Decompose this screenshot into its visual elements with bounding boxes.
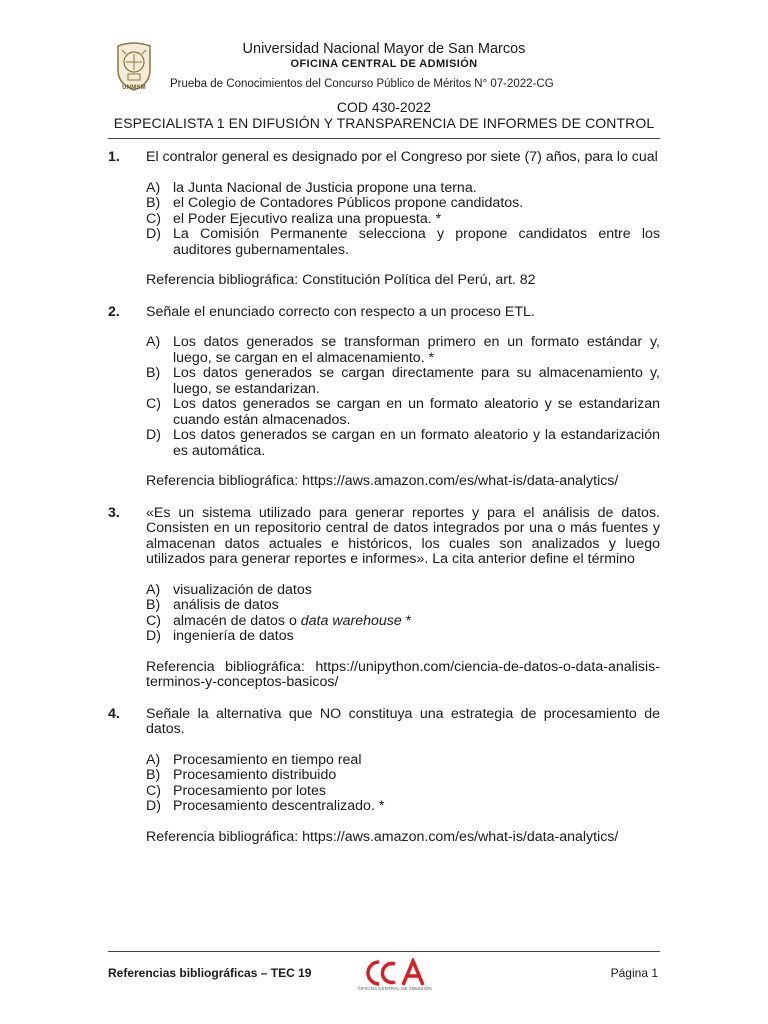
option-letter: D) — [146, 628, 161, 644]
option-b — [146, 768, 660, 784]
option-letter: B) — [146, 365, 161, 381]
footer-divider — [108, 951, 660, 952]
option-d — [146, 799, 660, 815]
question-number: 2. — [108, 303, 120, 320]
option-text: análisis de datos — [173, 597, 279, 613]
option-text: la Junta Nacional de Justicia propone una terna. — [173, 179, 477, 196]
option-text: Los datos generados se cargan en un formato aleatorio y se estandarizan cuando están almacenados. — [173, 396, 660, 428]
exam-title: Prueba de Conocimientos del Concurso Público de Méritos N° 07-2022-CG — [170, 78, 554, 90]
question-number: 1. — [108, 149, 120, 165]
option-text: ingeniería de datos — [173, 628, 294, 644]
option-text: el Poder Ejecutivo realiza una propuesta. * — [173, 210, 442, 227]
options-list — [146, 181, 660, 259]
option-letter: D) — [146, 226, 161, 242]
question-stem: Señale la alternativa que NO constituya una estrategia de procesamiento de datos. — [146, 705, 660, 737]
question-stem: «Es un sistema utilizado para generar reportes y para el análisis de datos. Consisten en un repositorio central de datos integrados por una o más fuentes y almacenan datos actuales e históricos, los cuales son analizados y luego utilizados para generar reportes e informes». La cita anterior define el término — [146, 504, 660, 567]
option-text: Procesamiento descentralizado. * — [173, 798, 385, 814]
option-b — [146, 598, 660, 614]
seal-caption: UNMSM — [122, 85, 146, 91]
option-d — [146, 428, 660, 459]
bibliographic-reference: Referencia bibliográfica: https://unipython.com/ciencia-de-datos-o-data-analisis-terminos-y-conceptos-basicos/ — [146, 658, 660, 690]
option-text: Procesamiento en tiempo real — [173, 751, 362, 768]
question-number: 3. — [108, 504, 120, 521]
header-divider — [108, 138, 660, 139]
question-number: 4. — [108, 705, 120, 722]
question-3 — [108, 506, 660, 691]
option-letter: C) — [146, 210, 161, 227]
option-text-suffix: * — [401, 612, 412, 629]
question-stem: Señale el enunciado correcto con respecto a un proceso ETL. — [146, 303, 535, 320]
option-letter: C) — [146, 782, 161, 799]
option-b — [146, 366, 660, 397]
option-letter: B) — [146, 767, 161, 783]
question-1 — [108, 150, 660, 289]
option-c — [146, 397, 660, 428]
option-text-italic: data warehouse — [300, 612, 402, 629]
option-letter: B) — [146, 597, 161, 613]
option-text: Los datos generados se transforman primero en un formato estándar y, luego, se cargan en el almacenamiento. * — [173, 334, 660, 366]
page-number: Página 1 — [610, 966, 658, 980]
option-letter: C) — [146, 612, 161, 629]
option-c — [146, 784, 660, 800]
question-4 — [108, 707, 660, 846]
exam-code: COD 430-2022 — [336, 99, 432, 115]
option-letter: D) — [146, 798, 161, 814]
option-letter: A) — [146, 179, 161, 196]
option-a — [146, 753, 660, 769]
questions-list — [108, 150, 660, 861]
option-letter: A) — [146, 751, 161, 768]
options-list — [146, 753, 660, 815]
option-b — [146, 196, 660, 212]
option-a — [146, 583, 660, 599]
option-text: Los datos generados se cargan directamente para su almacenamiento y, luego, se estandarizan. — [173, 365, 660, 397]
option-letter: B) — [146, 195, 161, 211]
option-letter: C) — [146, 396, 161, 412]
logo-caption: OFICINA CENTRAL DE ADMISIÓN — [358, 986, 432, 991]
footer-label: Referencias bibliográficas – TEC 19 — [108, 966, 312, 980]
options-list — [146, 335, 660, 459]
option-text-prefix: almacén de datos o — [173, 612, 301, 629]
option-text: visualización de datos — [173, 581, 312, 598]
option-d — [146, 227, 660, 258]
bibliographic-reference: Referencia bibliográfica: https://aws.amazon.com/es/what-is/data-analytics/ — [146, 473, 619, 489]
question-stem: El contralor general es designado por el Congreso por siete (7) años, para lo cual — [146, 149, 658, 165]
option-d — [146, 629, 660, 645]
position-title: ESPECIALISTA 1 EN DIFUSIÓN Y TRANSPARENCIA DE INFORMES DE CONTROL — [113, 115, 655, 131]
option-a — [146, 181, 660, 197]
option-letter: D) — [146, 427, 161, 443]
bibliographic-reference: Referencia bibliográfica: Constitución Política del Perú, art. 82 — [146, 272, 536, 288]
university-name: Universidad Nacional Mayor de San Marcos — [242, 41, 526, 57]
option-text: La Comisión Permanente selecciona y propone candidatos entre los auditores gubernamentales. — [173, 226, 660, 258]
option-letter: A) — [146, 334, 161, 350]
option-text: Los datos generados se cargan en un formato aleatorio y la estandarización es automática. — [173, 427, 660, 459]
option-text: el Colegio de Contadores Públicos propone candidatos. — [173, 195, 524, 211]
option-a — [146, 335, 660, 366]
options-list — [146, 583, 660, 645]
office-name: OFICINA CENTRAL DE ADMISIÓN — [290, 58, 478, 70]
bibliographic-reference: Referencia bibliográfica: https://aws.amazon.com/es/what-is/data-analytics/ — [146, 828, 619, 845]
option-c — [146, 212, 660, 228]
oca-logo-icon — [365, 958, 425, 988]
question-2 — [108, 305, 660, 490]
option-c — [146, 614, 660, 630]
option-text: Procesamiento distribuido — [173, 767, 337, 783]
option-letter: A) — [146, 581, 161, 598]
option-text: Procesamiento por lotes — [173, 782, 326, 799]
